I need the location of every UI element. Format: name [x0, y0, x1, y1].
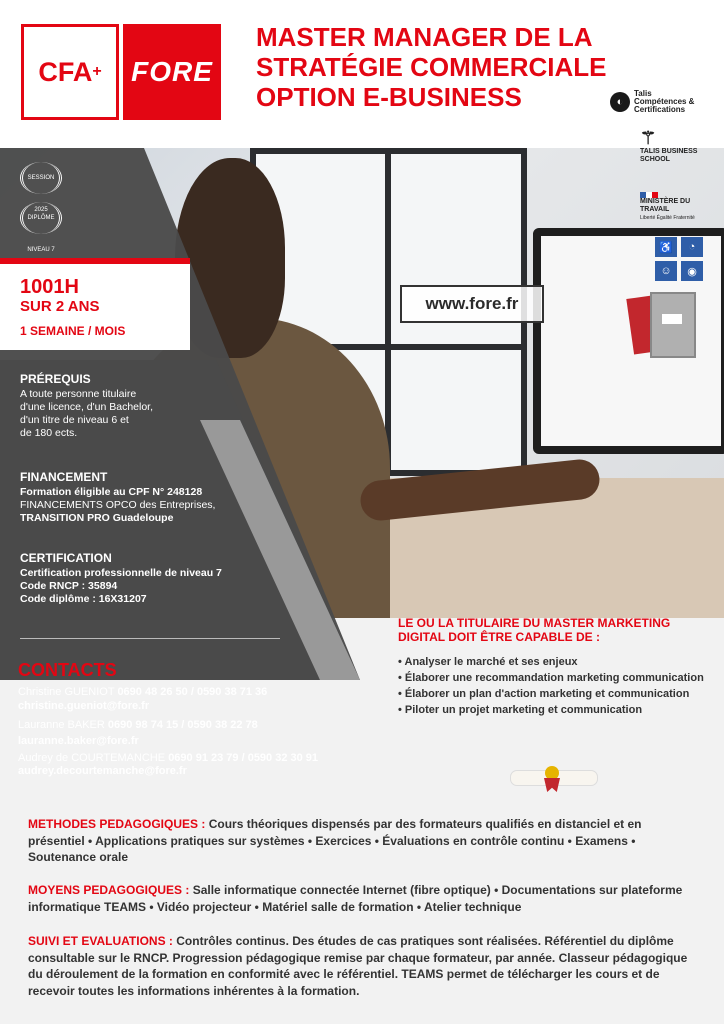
visual-icon: ◉ — [681, 261, 703, 281]
contact-email[interactable]: christine.gueniot@fore.fr — [18, 700, 150, 712]
prerequis-section — [20, 372, 153, 440]
document-icon — [650, 292, 696, 358]
talis-label: Talis Compétences & Certifications — [634, 89, 695, 114]
title-line: OPTION E-BUSINESS — [256, 82, 522, 112]
talis-logo — [610, 90, 698, 114]
ministere-label: MINISTÈRE DU TRAVAIL — [640, 198, 691, 213]
competence-item: • Élaborer un plan d'action marketing et communication — [398, 688, 690, 700]
duration-years: SUR 2 ANS — [20, 298, 100, 315]
title-line: MASTER MANAGER DE LA — [256, 22, 593, 52]
certification-line: Certification professionnelle de niveau 7 — [20, 567, 222, 579]
duration-box — [0, 258, 190, 350]
contact-line — [18, 686, 267, 698]
fore-logo — [123, 24, 221, 120]
duration-rhythm: 1 SEMAINE / MOIS — [20, 324, 126, 338]
diploma-seal-icon — [545, 766, 559, 780]
contact-phones[interactable]: 0690 91 23 79 / 0590 32 30 91 — [168, 752, 319, 764]
contact-email[interactable]: audrey.decourtemanche@fore.fr — [18, 765, 187, 777]
contact-name: Audrey de COURTEMANCHE — [18, 752, 166, 764]
certification-section — [20, 551, 222, 606]
cfa-logo-plus: + — [92, 63, 102, 80]
talis-school-badge — [640, 128, 720, 164]
cfa-logo — [21, 24, 119, 120]
contact-name: Christine GUENIOT — [18, 686, 115, 698]
ministere-motto: Liberté Égalité Fraternité — [640, 215, 695, 221]
title-line: STRATÉGIE COMMERCIALE — [256, 52, 607, 82]
divider — [20, 638, 280, 639]
contact-name: Lauranne BAKER — [18, 719, 105, 731]
laurel-badge-icon — [20, 202, 62, 253]
contacts-title: CONTACTS — [18, 660, 117, 680]
competence-item: • Élaborer une recommandation marketing communication — [398, 672, 704, 684]
competences-list — [398, 654, 718, 718]
contact-line — [18, 719, 258, 731]
methodes-text: Cours théoriques dispensés par des formateurs qualifiés en distanciel et en présentiel • Applications pratiques sur systèmes • Exercices • Évaluations en contrôle continu • Examens • Soutenance orale — [28, 817, 642, 864]
contact-phones[interactable]: 0690 48 26 50 / 0590 38 71 36 — [117, 686, 268, 698]
methodes-section — [28, 816, 688, 866]
suivi-label: SUIVI ET EVALUATIONS : — [28, 934, 173, 948]
financement-line: FINANCEMENTS OPCO des Entreprises, — [20, 499, 216, 511]
competences-title: LE OU LA TITULAIRE DU MASTER MARKETING DIGITAL DOIT ÊTRE CAPABLE DE : — [398, 616, 671, 644]
financement-section — [20, 470, 215, 525]
website-text[interactable]: www.fore.fr — [425, 294, 519, 313]
moyens-label: MOYENS PEDAGOGIQUES : — [28, 883, 190, 897]
talis-school-label: TALIS BUSINESS SCHOOL — [640, 148, 698, 163]
window-pane — [385, 344, 527, 476]
header — [0, 0, 724, 148]
competence-item: • Piloter un projet marketing et communication — [398, 704, 643, 716]
accessibility-icons — [655, 237, 703, 281]
wheelchair-icon: ♿ — [655, 237, 677, 257]
competence-item: • Analyser le marché et ses enjeux — [398, 656, 578, 668]
laurel-text: DIPLÔME NIVEAU 7 — [27, 215, 55, 253]
certification-line: Code diplôme : 16X31207 — [20, 593, 147, 605]
suivi-section — [28, 933, 688, 999]
talis-school-icon: ⚚ — [640, 128, 657, 148]
contact-email[interactable]: lauranne.baker@fore.fr — [18, 735, 139, 747]
laurel-text: SESSION 2025 — [27, 175, 55, 213]
mental-icon: ☺ — [655, 261, 677, 281]
website-link[interactable] — [400, 285, 544, 323]
moyens-text: Salle informatique connectée Internet (fibre optique) • Documentations sur plateforme informatique TEAMS • Vidéo projecteur • Matériel salle de formation • Atelier technique — [28, 883, 683, 914]
certification-title: CERTIFICATION — [20, 551, 112, 565]
prerequis-line: A toute personne titulaire — [20, 388, 137, 400]
laurel-badge-icon — [20, 162, 62, 213]
financement-title: FINANCEMENT — [20, 470, 108, 484]
contact-line — [18, 752, 318, 764]
ministere-badge — [640, 192, 720, 222]
suivi-text: Contrôles continus. Des études de cas pratiques sont réalisées. Référentiel du diplôme consultable sur le RNCP. Progression pédagogique remise par chaque formateur, par année. Classeur pédagogique du déroulement de la formation en conformité avec le référentiel. TEAMS permet de télécharger les cours et de recevoir toutes les informations inhérentes à la formation. — [28, 934, 688, 998]
financement-line: Formation éligible au CPF N° 248128 — [20, 486, 203, 498]
moyens-section — [28, 882, 688, 915]
certification-line: Code RNCP : 35894 — [20, 580, 118, 592]
cfa-logo-text: CFA — [38, 56, 93, 87]
prerequis-line: d'un titre de niveau 6 et — [20, 414, 129, 426]
methodes-label: METHODES PEDAGOGIQUES : — [28, 817, 206, 831]
talis-icon: ◐ — [610, 92, 630, 112]
prerequis-line: de 180 ects. — [20, 427, 78, 439]
hearing-icon: ◔ — [681, 237, 703, 257]
prerequis-line: d'une licence, d'un Bachelor, — [20, 401, 154, 413]
duration-hours: 1001H — [20, 276, 79, 298]
fore-logo-text: FORE — [131, 56, 213, 87]
contact-phones[interactable]: 0690 98 74 15 / 0590 38 22 78 — [107, 719, 258, 731]
financement-line: TRANSITION PRO Guadeloupe — [20, 512, 174, 524]
prerequis-title: PRÉREQUIS — [20, 372, 91, 386]
diploma-ribbon-icon — [544, 778, 560, 792]
